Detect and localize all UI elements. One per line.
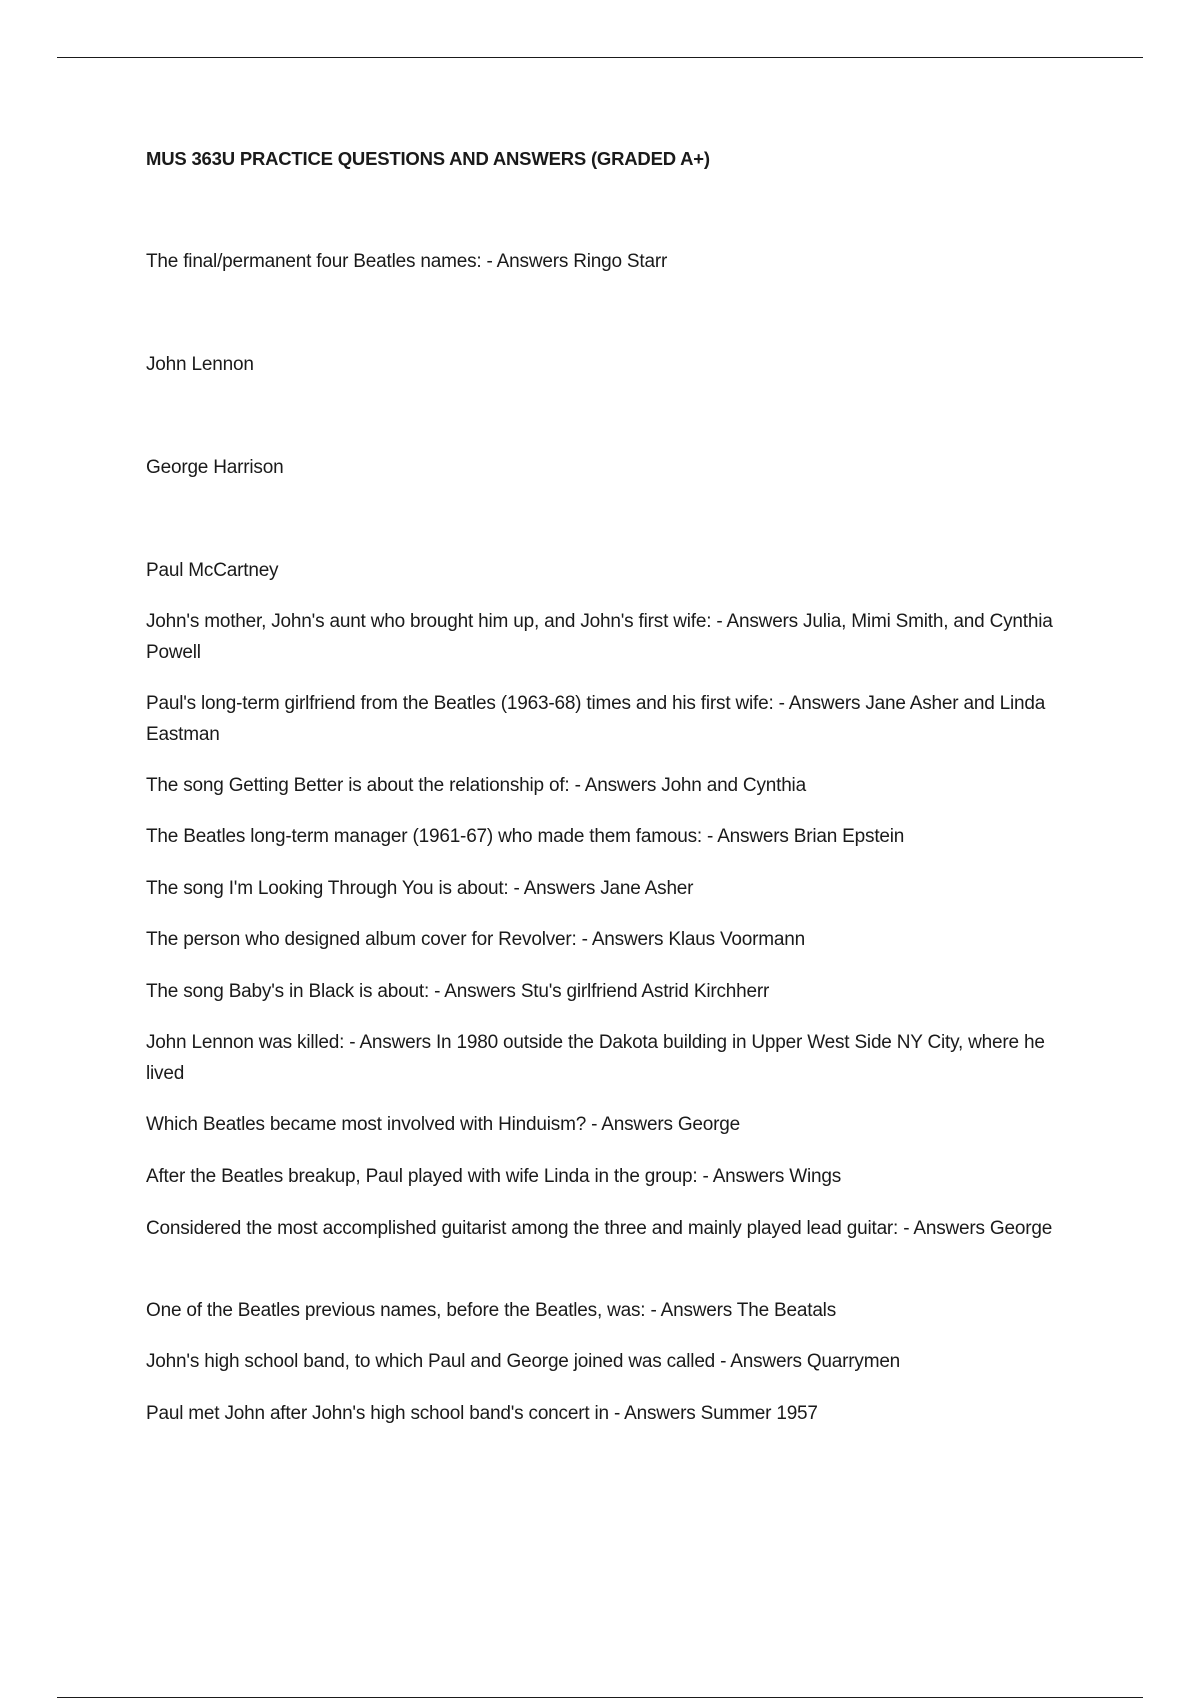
qa-item: The person who designed album cover for Revolver: - Answers Klaus Voormann bbox=[146, 929, 805, 950]
qa-item: Paul met John after John's high school band's concert in - Answers Summer 1957 bbox=[146, 1403, 818, 1424]
document-title: MUS 363U PRACTICE QUESTIONS AND ANSWERS (GRADED A+) bbox=[146, 148, 710, 169]
qa-item: The song Baby's in Black is about: - Answers Stu's girlfriend Astrid Kirchherr bbox=[146, 981, 770, 1002]
qa-item: John's mother, John's aunt who brought him up, and John's first wife: - Answers Julia, Mimi Smith, and Cynthia Powell bbox=[146, 611, 1053, 663]
qa-item: Paul's long-term girlfriend from the Beatles (1963-68) times and his first wife: - Answers Jane Asher and Linda Eastman bbox=[146, 693, 1046, 745]
qa-item: The Beatles long-term manager (1961-67) who made them famous: - Answers Brian Epstein bbox=[146, 826, 905, 847]
names-list-item: George Harrison bbox=[146, 457, 284, 478]
qa-item: John Lennon was killed: - Answers In 1980 outside the Dakota building in Upper West Side NY City, where he lived bbox=[146, 1032, 1045, 1084]
names-list-item: John Lennon bbox=[146, 354, 254, 375]
qa-item: The song I'm Looking Through You is about: - Answers Jane Asher bbox=[146, 878, 694, 899]
names-list-item: Paul McCartney bbox=[146, 560, 279, 581]
qa-item: John's high school band, to which Paul and George joined was called - Answers Quarrymen bbox=[146, 1351, 901, 1372]
qa-item: Considered the most accomplished guitarist among the three and mainly played lead guitar: - Answers George bbox=[146, 1218, 1053, 1239]
qa-item: After the Beatles breakup, Paul played with wife Linda in the group: - Answers Wings bbox=[146, 1166, 842, 1187]
qa-item: One of the Beatles previous names, before the Beatles, was: - Answers The Beatals bbox=[146, 1300, 837, 1321]
qa-item: Which Beatles became most involved with Hinduism? - Answers George bbox=[146, 1114, 741, 1135]
top-rule bbox=[57, 57, 1143, 58]
bottom-rule bbox=[57, 1697, 1143, 1698]
qa-item: The song Getting Better is about the relationship of: - Answers John and Cynthia bbox=[146, 775, 806, 796]
names-question: The final/permanent four Beatles names: - Answers Ringo Starr bbox=[146, 251, 668, 272]
